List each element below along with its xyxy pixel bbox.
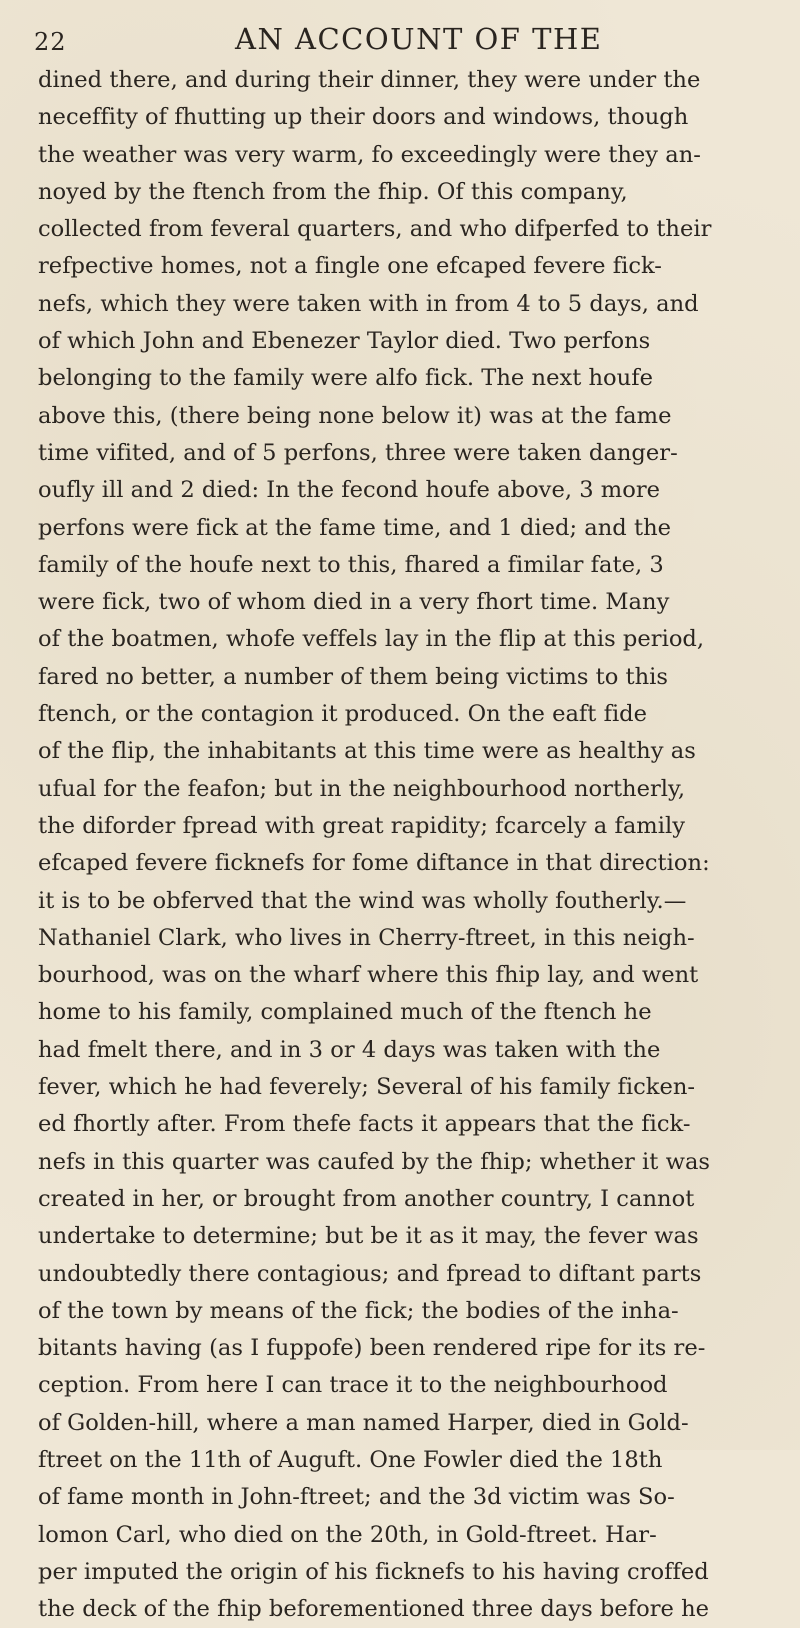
text-line: created in her, or brought from another country, I cannot bbox=[38, 1185, 695, 1212]
text-line: of Golden-hill, where a man named Harper, died in Gold- bbox=[38, 1409, 689, 1436]
body-text bbox=[38, 62, 778, 1628]
text-line: bitants having (as I fuppofe) been rendered ripe for its re- bbox=[38, 1335, 706, 1362]
text-line: efcaped fevere ficknefs for fome diftance in that direction: bbox=[38, 850, 710, 877]
text-line: refpective homes, not a fingle one efcaped fevere fick- bbox=[38, 253, 662, 280]
text-line: belonging to the family were alfo fick. The next houfe bbox=[38, 365, 653, 392]
text-line: nefs in this quarter was caufed by the fhip; whether it was bbox=[38, 1148, 711, 1175]
text-line: oufly ill and 2 died: In the fecond houfe above, 3 more bbox=[38, 477, 661, 504]
text-line: of which John and Ebenezer Taylor died. Two perfons bbox=[38, 328, 651, 355]
text-line: family of the houfe next to this, fhared a fimilar fate, 3 bbox=[38, 551, 664, 578]
text-line: ception. From here I can trace it to the neighbourhood bbox=[38, 1372, 668, 1399]
text-line: of the boatmen, whofe veffels lay in the flip at this period, bbox=[38, 626, 705, 653]
text-line: perfons were fick at the fame time, and 1 died; and the bbox=[38, 514, 672, 541]
text-line: ufual for the feafon; but in the neighbourhood northerly, bbox=[38, 775, 686, 802]
text-line: fared no better, a number of them being victims to this bbox=[38, 663, 669, 690]
page-number: 22 bbox=[34, 28, 67, 56]
text-line: ftench, or the contagion it produced. On the eaft fide bbox=[38, 701, 648, 728]
text-line: had fmelt there, and in 3 or 4 days was taken with the bbox=[38, 1036, 661, 1063]
text-line: it is to be obferved that the wind was wholly foutherly.— bbox=[38, 887, 687, 914]
text-line: collected from feveral quarters, and who difperfed to their bbox=[38, 216, 712, 243]
text-line: of fame month in John-ftreet; and the 3d victim was So- bbox=[38, 1484, 675, 1511]
text-line: time vifited, and of 5 perfons, three were taken danger- bbox=[38, 439, 678, 466]
text-line: were fick, two of whom died in a very fhort time. Many bbox=[38, 589, 670, 616]
page-header bbox=[0, 14, 800, 54]
text-line: home to his family, complained much of the ftench he bbox=[38, 999, 652, 1026]
text-line: ed fhortly after. From thefe facts it appears that the fick- bbox=[38, 1111, 691, 1138]
text-line: ftreet on the 11th of Auguft. One Fowler died the 18th bbox=[38, 1446, 663, 1473]
text-line: undertake to determine; but be it as it may, the fever was bbox=[38, 1223, 699, 1250]
text-line: the deck of the fhip beforementioned three days before he bbox=[38, 1596, 710, 1623]
text-line: the diforder fpread with great rapidity; fcarcely a family bbox=[38, 812, 686, 839]
text-line: lomon Carl, who died on the 20th, in Gold-ftreet. Har- bbox=[38, 1521, 657, 1548]
text-line: undoubtedly there contagious; and fpread to diftant parts bbox=[38, 1260, 702, 1287]
text-line: Nathaniel Clark, who lives in Cherry-ftreet, in this neigh- bbox=[38, 924, 695, 951]
text-line: above this, (there being none below it) was at the fame bbox=[38, 402, 672, 429]
running-title: AN ACCOUNT OF THE bbox=[235, 22, 603, 56]
text-line: dined there, and during their dinner, they were under the bbox=[38, 67, 701, 93]
text-line: the weather was very warm, fo exceedingly were they an- bbox=[38, 141, 701, 168]
text-line: per imputed the origin of his ficknefs to his having croffed bbox=[38, 1558, 709, 1585]
text-line: nefs, which they were taken with in from 4 to 5 days, and bbox=[38, 290, 699, 317]
text-line: neceffity of fhutting up their doors and windows, though bbox=[38, 104, 689, 131]
text-line: noyed by the ftench from the fhip. Of this company, bbox=[38, 178, 628, 205]
text-line: fever, which he had feverely; Several of his family ficken- bbox=[38, 1074, 696, 1101]
text-line: of the flip, the inhabitants at this time were as healthy as bbox=[38, 738, 696, 765]
text-line: of the town by means of the fick; the bodies of the inha- bbox=[38, 1297, 679, 1324]
text-line: bourhood, was on the wharf where this fhip lay, and went bbox=[38, 962, 699, 989]
